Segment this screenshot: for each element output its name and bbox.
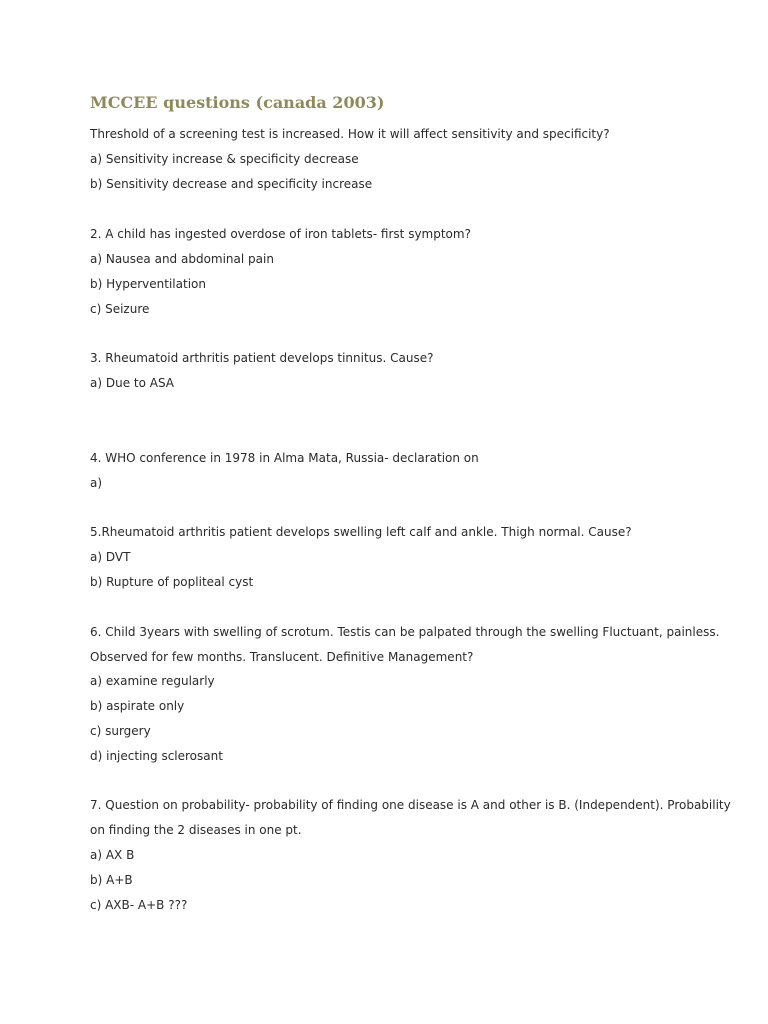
question-6-text: 6. Child 3years with swelling of scrotum. Testis can be palpated through the swelling Fluctuant, painless.: [90, 625, 720, 639]
question-7-option-a: a) AX B: [90, 848, 135, 862]
document-title: MCCEE questions (canada 2003): [90, 93, 385, 112]
question-5-text: 5.Rheumatoid arthritis patient develops swelling left calf and ankle. Thigh normal. Cause?: [90, 525, 632, 539]
question-5-option-a: a) DVT: [90, 550, 131, 564]
question-6-option-b: b) aspirate only: [90, 699, 185, 713]
question-2-text: 2. A child has ingested overdose of iron tablets- first symptom?: [90, 227, 471, 241]
question-6-option-a: a) examine regularly: [90, 674, 215, 688]
question-1-text: Threshold of a screening test is increased. How it will affect sensitivity and specificity?: [90, 127, 610, 141]
question-6-option-c: c) surgery: [90, 724, 151, 738]
question-3-text: 3. Rheumatoid arthritis patient develops tinnitus. Cause?: [90, 351, 434, 365]
question-7-option-b: b) A+B: [90, 873, 133, 887]
question-4-text: 4. WHO conference in 1978 in Alma Mata, Russia- declaration on: [90, 451, 479, 465]
question-2-option-a: a) Nausea and abdominal pain: [90, 252, 274, 266]
question-7-option-c: c) AXB- A+B ???: [90, 898, 188, 912]
question-2-option-c: c) Seizure: [90, 302, 150, 316]
question-2-option-b: b) Hyperventilation: [90, 277, 206, 291]
question-5-option-b: b) Rupture of popliteal cyst: [90, 575, 254, 589]
question-3-option-a: a) Due to ASA: [90, 376, 175, 390]
question-6-text-continued: Observed for few months. Translucent. Definitive Management?: [90, 650, 474, 664]
question-7-text: 7. Question on probability- probability of finding one disease is A and other is B. (Independent). Probability: [90, 798, 731, 812]
question-6-option-d: d) injecting sclerosant: [90, 749, 223, 763]
question-7-text-continued: on finding the 2 diseases in one pt.: [90, 823, 302, 837]
question-1-option-a: a) Sensitivity increase & specificity decrease: [90, 152, 359, 166]
question-4-option-a: a): [90, 476, 103, 490]
question-1-option-b: b) Sensitivity decrease and specificity increase: [90, 177, 373, 191]
